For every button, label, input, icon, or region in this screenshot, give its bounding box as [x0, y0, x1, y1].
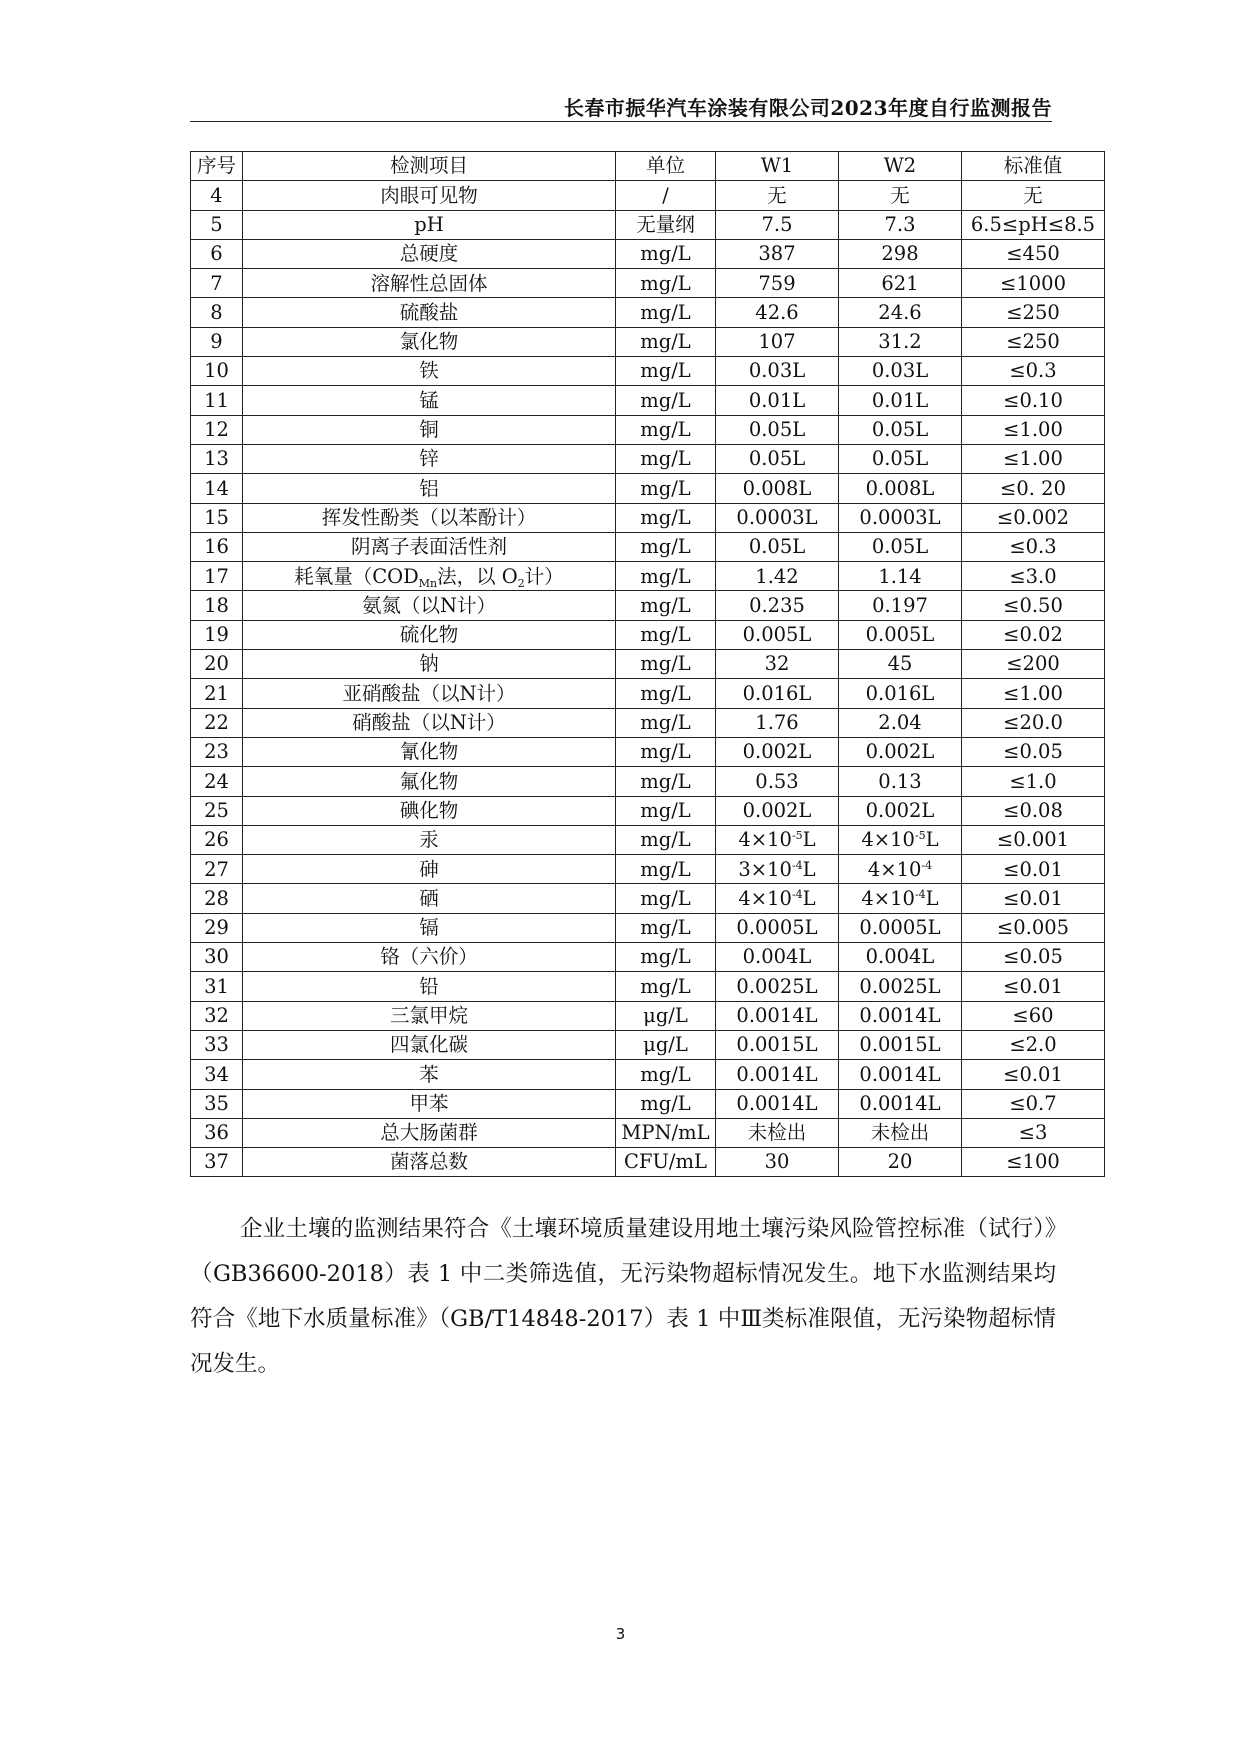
cell-seq: 7	[191, 269, 243, 298]
cell-standard: ≤1.00	[962, 415, 1105, 444]
cell-w2: 45	[839, 650, 962, 679]
cell-w2: $4\times 10^{-4}L$	[839, 884, 962, 913]
cell-seq: 33	[191, 1030, 243, 1059]
cell-item: 铬（六价）	[243, 943, 616, 972]
cell-w2: $4\times 10^{-4}$	[839, 855, 962, 884]
table-row	[191, 1030, 1105, 1059]
cell-seq: 21	[191, 679, 243, 708]
cell-seq: 10	[191, 357, 243, 386]
cell-w1: 0.05L	[716, 532, 839, 561]
cell-unit: mg/L	[616, 269, 716, 298]
cell-standard: ≤20.0	[962, 708, 1105, 737]
cell-standard: ≤1.00	[962, 444, 1105, 473]
table-row	[191, 357, 1105, 386]
cell-standard: ≤0.01	[962, 855, 1105, 884]
cell-w1: 0.004L	[716, 943, 839, 972]
cell-unit: mg/L	[616, 298, 716, 327]
cell-seq: 24	[191, 767, 243, 796]
column-header-w2: W2	[839, 152, 962, 181]
table-row	[191, 503, 1105, 532]
cell-w1: 0.0014L	[716, 1089, 839, 1118]
table-row	[191, 708, 1105, 737]
cell-w2: 24.6	[839, 298, 962, 327]
cell-w1: 7.5	[716, 210, 839, 239]
column-header-standard: 标准值	[962, 152, 1105, 181]
cell-w2: 0.002L	[839, 737, 962, 766]
cell-seq: 13	[191, 444, 243, 473]
cell-unit: CFU/mL	[616, 1148, 716, 1177]
cell-w1: $4\times 10^{-5}L$	[716, 825, 839, 854]
cell-unit: /	[616, 181, 716, 210]
cell-w2: 0.0014L	[839, 1060, 962, 1089]
cell-item: 溶解性总固体	[243, 269, 616, 298]
table-header-row	[191, 152, 1105, 181]
cell-seq: 27	[191, 855, 243, 884]
cell-unit: mg/L	[616, 474, 716, 503]
cell-seq: 28	[191, 884, 243, 913]
table-row	[191, 181, 1105, 210]
cell-seq: 9	[191, 327, 243, 356]
cell-seq: 18	[191, 591, 243, 620]
cell-seq: 12	[191, 415, 243, 444]
cell-w2: 0.05L	[839, 532, 962, 561]
cell-w2: 0.13	[839, 767, 962, 796]
cell-standard: ≤1.00	[962, 679, 1105, 708]
cell-item: 砷	[243, 855, 616, 884]
table-row	[191, 474, 1105, 503]
table-row	[191, 650, 1105, 679]
cell-w2: 0.05L	[839, 444, 962, 473]
cell-seq: 17	[191, 562, 243, 591]
cell-item: 硫酸盐	[243, 298, 616, 327]
cell-seq: 35	[191, 1089, 243, 1118]
table-row	[191, 1089, 1105, 1118]
cell-standard: ≤450	[962, 239, 1105, 268]
cell-w2: 0.005L	[839, 620, 962, 649]
cell-item: 氟化物	[243, 767, 616, 796]
table-row	[191, 1001, 1105, 1030]
cell-w2: 0.05L	[839, 415, 962, 444]
cell-w2: 0.0005L	[839, 913, 962, 942]
page-number: 3	[615, 1625, 626, 1643]
cell-w1: 0.008L	[716, 474, 839, 503]
cell-standard: ≤0.7	[962, 1089, 1105, 1118]
cell-w2: 0.0014L	[839, 1001, 962, 1030]
table-row	[191, 767, 1105, 796]
table-row	[191, 884, 1105, 913]
cell-w2: 0.002L	[839, 796, 962, 825]
cell-w2: 未检出	[839, 1118, 962, 1147]
cell-w1: 0.0014L	[716, 1001, 839, 1030]
cell-seq: 29	[191, 913, 243, 942]
cell-unit: mg/L	[616, 972, 716, 1001]
cell-item: 碘化物	[243, 796, 616, 825]
table-row	[191, 1148, 1105, 1177]
cell-standard: 无	[962, 181, 1105, 210]
cell-standard: 6.5≤pH≤8.5	[962, 210, 1105, 239]
cell-unit: mg/L	[616, 767, 716, 796]
cell-w1: 0.03L	[716, 357, 839, 386]
cell-seq: 5	[191, 210, 243, 239]
column-header-seq: 序号	[191, 152, 243, 181]
cell-w2: 0.01L	[839, 386, 962, 415]
cell-item: 铜	[243, 415, 616, 444]
cell-standard: ≤0. 20	[962, 474, 1105, 503]
cell-item: 汞	[243, 825, 616, 854]
cell-w1: 0.0015L	[716, 1030, 839, 1059]
cell-unit: MPN/mL	[616, 1118, 716, 1147]
cell-w2: 20	[839, 1148, 962, 1177]
table-body	[191, 181, 1105, 1177]
cell-w1: 0.0003L	[716, 503, 839, 532]
table-row	[191, 1060, 1105, 1089]
cell-seq: 31	[191, 972, 243, 1001]
cell-w1: 0.002L	[716, 796, 839, 825]
cell-seq: 22	[191, 708, 243, 737]
cell-unit: mg/L	[616, 1089, 716, 1118]
cell-w1: 0.05L	[716, 444, 839, 473]
cell-seq: 19	[191, 620, 243, 649]
cell-standard: ≤200	[962, 650, 1105, 679]
cell-w1: 未检出	[716, 1118, 839, 1147]
cell-standard: ≤0.3	[962, 532, 1105, 561]
cell-seq: 30	[191, 943, 243, 972]
cell-unit: mg/L	[616, 239, 716, 268]
table-row	[191, 972, 1105, 1001]
table-row	[191, 386, 1105, 415]
cell-w2: 31.2	[839, 327, 962, 356]
cell-item: pH	[243, 210, 616, 239]
cell-w1: 0.01L	[716, 386, 839, 415]
cell-unit: mg/L	[616, 708, 716, 737]
cell-standard: ≤3	[962, 1118, 1105, 1147]
cell-w2: 0.016L	[839, 679, 962, 708]
cell-item: 硫化物	[243, 620, 616, 649]
cell-standard: ≤250	[962, 327, 1105, 356]
cell-seq: 37	[191, 1148, 243, 1177]
table-row	[191, 679, 1105, 708]
cell-standard: ≤0.005	[962, 913, 1105, 942]
cell-unit: mg/L	[616, 650, 716, 679]
cell-standard: ≤100	[962, 1148, 1105, 1177]
column-header-w1: W1	[716, 152, 839, 181]
cell-seq: 8	[191, 298, 243, 327]
table-row	[191, 1118, 1105, 1147]
cell-unit: mg/L	[616, 415, 716, 444]
cell-standard: ≤3.0	[962, 562, 1105, 591]
cell-item: 硒	[243, 884, 616, 913]
cell-item: 总硬度	[243, 239, 616, 268]
cell-w1: 0.0005L	[716, 913, 839, 942]
table-row	[191, 796, 1105, 825]
cell-w2: 0.0025L	[839, 972, 962, 1001]
cell-unit: mg/L	[616, 679, 716, 708]
cell-w1: 107	[716, 327, 839, 356]
cell-item: 菌落总数	[243, 1148, 616, 1177]
cell-item: 苯	[243, 1060, 616, 1089]
monitoring-results-table	[190, 151, 1105, 1177]
table-row	[191, 591, 1105, 620]
table-row	[191, 532, 1105, 561]
cell-w1: 0.002L	[716, 737, 839, 766]
cell-item: 铅	[243, 972, 616, 1001]
cell-w2: 0.0003L	[839, 503, 962, 532]
cell-item: 锌	[243, 444, 616, 473]
cell-unit: mg/L	[616, 796, 716, 825]
cell-item: 耗氧量（$COD_{Mn}$法，以 $O_2$计）	[243, 562, 616, 591]
cell-w2: 298	[839, 239, 962, 268]
cell-standard: ≤0.08	[962, 796, 1105, 825]
cell-w1: $4\times 10^{-4}L$	[716, 884, 839, 913]
cell-item: 亚硝酸盐（以N计）	[243, 679, 616, 708]
cell-w1: 42.6	[716, 298, 839, 327]
cell-standard: ≤0.002	[962, 503, 1105, 532]
cell-w1: 759	[716, 269, 839, 298]
cell-unit: mg/L	[616, 943, 716, 972]
cell-seq: 20	[191, 650, 243, 679]
cell-standard: ≤1.0	[962, 767, 1105, 796]
cell-unit: mg/L	[616, 737, 716, 766]
cell-w2: 1.14	[839, 562, 962, 591]
cell-w2: 0.008L	[839, 474, 962, 503]
table-row	[191, 298, 1105, 327]
cell-unit: mg/L	[616, 855, 716, 884]
table-row	[191, 913, 1105, 942]
cell-w1: 32	[716, 650, 839, 679]
cell-unit: mg/L	[616, 825, 716, 854]
cell-unit: μg/L	[616, 1001, 716, 1030]
column-header-unit: 单位	[616, 152, 716, 181]
table-row	[191, 269, 1105, 298]
cell-unit: mg/L	[616, 884, 716, 913]
cell-item: 硝酸盐（以N计）	[243, 708, 616, 737]
cell-seq: 6	[191, 239, 243, 268]
cell-w1: 1.42	[716, 562, 839, 591]
cell-w2: 2.04	[839, 708, 962, 737]
cell-seq: 14	[191, 474, 243, 503]
cell-unit: mg/L	[616, 503, 716, 532]
cell-standard: ≤0.3	[962, 357, 1105, 386]
cell-item: 铁	[243, 357, 616, 386]
cell-unit: mg/L	[616, 591, 716, 620]
cell-w1: 无	[716, 181, 839, 210]
table-row	[191, 444, 1105, 473]
cell-unit: mg/L	[616, 444, 716, 473]
cell-w1: 0.0025L	[716, 972, 839, 1001]
cell-item: 甲苯	[243, 1089, 616, 1118]
table-row	[191, 327, 1105, 356]
cell-standard: ≤0.05	[962, 737, 1105, 766]
table-row	[191, 620, 1105, 649]
cell-unit: mg/L	[616, 1060, 716, 1089]
cell-w1: 0.53	[716, 767, 839, 796]
report-header-title: 长春市振华汽车涂装有限公司2023年度自行监测报告	[563, 96, 1052, 120]
table-row	[191, 855, 1105, 884]
cell-standard: ≤0.50	[962, 591, 1105, 620]
cell-item: 总大肠菌群	[243, 1118, 616, 1147]
cell-standard: ≤0.001	[962, 825, 1105, 854]
cell-standard: ≤0.01	[962, 1060, 1105, 1089]
cell-seq: 36	[191, 1118, 243, 1147]
cell-w2: 0.0015L	[839, 1030, 962, 1059]
cell-item: 三氯甲烷	[243, 1001, 616, 1030]
cell-w2: 0.197	[839, 591, 962, 620]
cell-unit: mg/L	[616, 386, 716, 415]
cell-seq: 23	[191, 737, 243, 766]
cell-w1: 1.76	[716, 708, 839, 737]
cell-item: 四氯化碳	[243, 1030, 616, 1059]
cell-seq: 26	[191, 825, 243, 854]
cell-item: 铝	[243, 474, 616, 503]
cell-w2: 无	[839, 181, 962, 210]
cell-seq: 15	[191, 503, 243, 532]
cell-item: 肉眼可见物	[243, 181, 616, 210]
cell-w1: 0.005L	[716, 620, 839, 649]
cell-standard: ≤0.01	[962, 884, 1105, 913]
cell-unit: mg/L	[616, 532, 716, 561]
table-row	[191, 562, 1105, 591]
cell-standard: ≤250	[962, 298, 1105, 327]
cell-item: 氰化物	[243, 737, 616, 766]
table-row	[191, 239, 1105, 268]
cell-standard: ≤0.05	[962, 943, 1105, 972]
cell-item: 钠	[243, 650, 616, 679]
cell-item: 氯化物	[243, 327, 616, 356]
column-header-item: 检测项目	[243, 152, 616, 181]
cell-seq: 32	[191, 1001, 243, 1030]
cell-standard: ≤2.0	[962, 1030, 1105, 1059]
cell-seq: 16	[191, 532, 243, 561]
cell-item: 锰	[243, 386, 616, 415]
cell-unit: mg/L	[616, 913, 716, 942]
cell-unit: μg/L	[616, 1030, 716, 1059]
cell-unit: mg/L	[616, 327, 716, 356]
table-row	[191, 210, 1105, 239]
cell-standard: ≤0.10	[962, 386, 1105, 415]
table-row	[191, 415, 1105, 444]
cell-seq: 4	[191, 181, 243, 210]
table-row	[191, 825, 1105, 854]
cell-w2: 0.0014L	[839, 1089, 962, 1118]
conclusion-paragraph: 企业土壤的监测结果符合《土壤环境质量建设用地土壤污染风险管控标准（试行）》（GB36600-2018）表 1 中二类筛选值，无污染物超标情况发生。地下水监测结果均符合《地下水质量标准》（GB/T14848-2017）表 1 中Ⅲ类标准限值，无污染物超标情况发生。	[190, 1216, 1056, 1377]
cell-standard: ≤0.01	[962, 972, 1105, 1001]
cell-item: 镉	[243, 913, 616, 942]
cell-unit: 无量纲	[616, 210, 716, 239]
cell-w1: 0.235	[716, 591, 839, 620]
cell-w2: 7.3	[839, 210, 962, 239]
cell-w2: 0.03L	[839, 357, 962, 386]
cell-w1: 30	[716, 1148, 839, 1177]
cell-standard: ≤1000	[962, 269, 1105, 298]
cell-seq: 34	[191, 1060, 243, 1089]
cell-w1: 0.05L	[716, 415, 839, 444]
cell-standard: ≤0.02	[962, 620, 1105, 649]
cell-item: 挥发性酚类（以苯酚计）	[243, 503, 616, 532]
cell-w2: 621	[839, 269, 962, 298]
cell-standard: ≤60	[962, 1001, 1105, 1030]
cell-w1: 0.016L	[716, 679, 839, 708]
cell-w2: $4\times 10^{-5}L$	[839, 825, 962, 854]
table-row	[191, 737, 1105, 766]
table-row	[191, 943, 1105, 972]
cell-w1: 387	[716, 239, 839, 268]
cell-unit: mg/L	[616, 562, 716, 591]
cell-w1: 0.0014L	[716, 1060, 839, 1089]
cell-seq: 11	[191, 386, 243, 415]
cell-unit: mg/L	[616, 620, 716, 649]
cell-item: 阴离子表面活性剂	[243, 532, 616, 561]
cell-unit: mg/L	[616, 357, 716, 386]
cell-seq: 25	[191, 796, 243, 825]
header-divider	[190, 121, 1052, 122]
cell-w1: $3\times 10^{-4}L$	[716, 855, 839, 884]
cell-item: 氨氮（以N计）	[243, 591, 616, 620]
cell-w2: 0.004L	[839, 943, 962, 972]
